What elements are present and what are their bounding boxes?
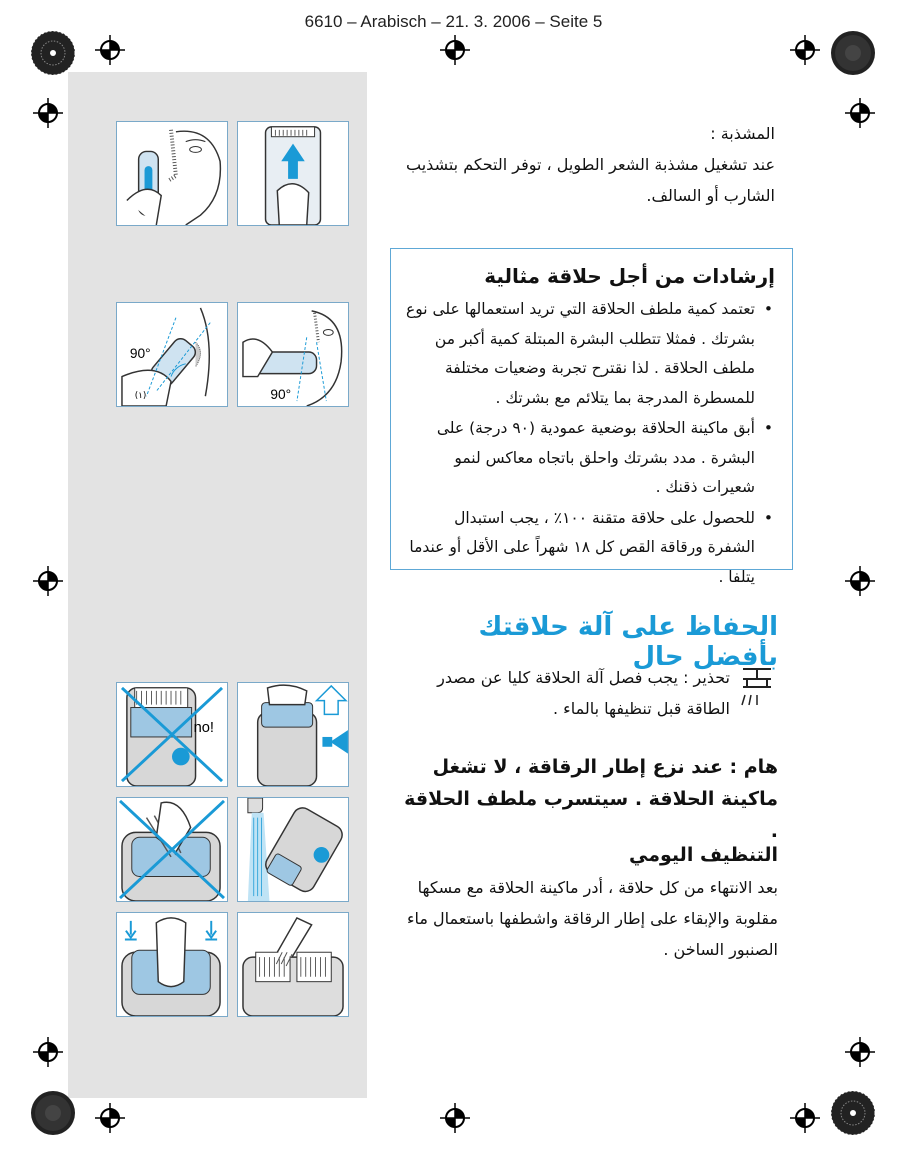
trimmer-heading: المشذبة : <box>710 124 775 143</box>
tip-item: • للحصول على حلاقة متقنة ١٠٠٪ ، يجب استبدال الشفرة ورقاقة القص كل ١٨ شهراً على الأقل أو عندما يتلفا . <box>402 504 775 593</box>
maintenance-heading: الحفاظ على آلة حلاقتك بأفضل حال <box>478 612 778 672</box>
registration-mark-icon <box>845 98 875 128</box>
registration-mark-icon <box>790 35 820 65</box>
small-label: (١) <box>134 391 147 402</box>
registration-mark-icon <box>33 1037 63 1067</box>
registration-mark-icon <box>440 1103 470 1133</box>
unplug-warning-icon <box>737 665 777 707</box>
trimmer-body: عند تشغيل مشذبة الشعر الطويل ، توفر التحكم بتشذيب الشارب أو السالف. <box>406 155 775 205</box>
bullet-icon: • <box>763 508 773 527</box>
page-header: 6610 – Arabisch – 21. 3. 2006 – Seite 5 <box>304 12 603 31</box>
brush-cleaning-illustration <box>237 912 349 1017</box>
unplug-warning-text: تحذير : يجب فصل آلة الحلاقة كليا عن مصدر الطاقة قبل تنظيفها بالماء . <box>437 668 730 718</box>
registration-mark-icon <box>845 1037 875 1067</box>
shaving-angle-illustration-1 <box>116 302 228 407</box>
bullet-icon: • <box>763 419 773 437</box>
rinse-under-tap-illustration <box>237 797 349 902</box>
corner-rosette-icon <box>30 1090 76 1136</box>
bullet-icon: • <box>763 300 773 318</box>
angle-label: 90° <box>129 345 151 361</box>
no-label: no! <box>193 720 215 737</box>
daily-cleaning-body: بعد الانتهاء من كل حلاقة ، أدر ماكينة الحلاقة مع مسكها مقلوبة والإبقاء على إطار الرقاقة واشطفها باستعمال ماء الصنبور الساخن . <box>406 878 778 959</box>
tip-item: • أبق ماكينة الحلاقة بوضعية عمودية (٩٠ درجة) على البشرة . مدد بشرتك واحلق باتجاه معاكس لنمو شعيرات ذقنك . <box>402 414 775 503</box>
tips-list <box>402 295 775 592</box>
registration-mark-icon <box>790 1103 820 1133</box>
tip-item: • تعتمد كمية ملطف الحلاقة التي تريد استعمالها على نوع بشرتك . فمثلا تتطلب البشرة المبتلة كمية أكبر من ملطف الحلاقة . لذا نقترح تجربة وضعيات مختلفة للمسطرة المدرجة بما يتلائم مع بشرتك . <box>402 295 775 413</box>
daily-cleaning-heading: التنظيف اليومي <box>629 844 778 866</box>
angle-label: 90° <box>270 387 292 403</box>
shaving-angle-illustration-2 <box>237 302 349 407</box>
registration-mark-icon <box>845 566 875 596</box>
shaving-tips-content <box>402 259 775 593</box>
daily-cleaning-section <box>400 838 778 965</box>
registration-mark-icon <box>440 35 470 65</box>
corner-rosette-icon <box>830 1090 876 1136</box>
foil-frame-release-illustration <box>237 682 349 787</box>
tips-title: إرشادات من أجل حلاقة مثالية <box>484 264 775 288</box>
foil-removed-no-switch-illustration <box>116 682 228 787</box>
registration-mark-icon <box>95 1103 125 1133</box>
corner-rosette-icon <box>30 30 76 76</box>
registration-mark-icon <box>33 566 63 596</box>
registration-mark-icon <box>95 35 125 65</box>
registration-mark-icon <box>33 98 63 128</box>
important-note: هام : عند نزع إطار الرقاقة ، لا تشغل ماكينة الحلاقة . سيتسرب ملطف الحلاقة . <box>404 756 778 842</box>
no-brush-foil-illustration <box>116 797 228 902</box>
foil-reattach-illustration <box>116 912 228 1017</box>
trimmer-section <box>400 118 775 211</box>
corner-rosette-icon <box>830 30 876 76</box>
trimmer-extend-illustration <box>237 121 349 226</box>
trimmer-use-illustration <box>116 121 228 226</box>
